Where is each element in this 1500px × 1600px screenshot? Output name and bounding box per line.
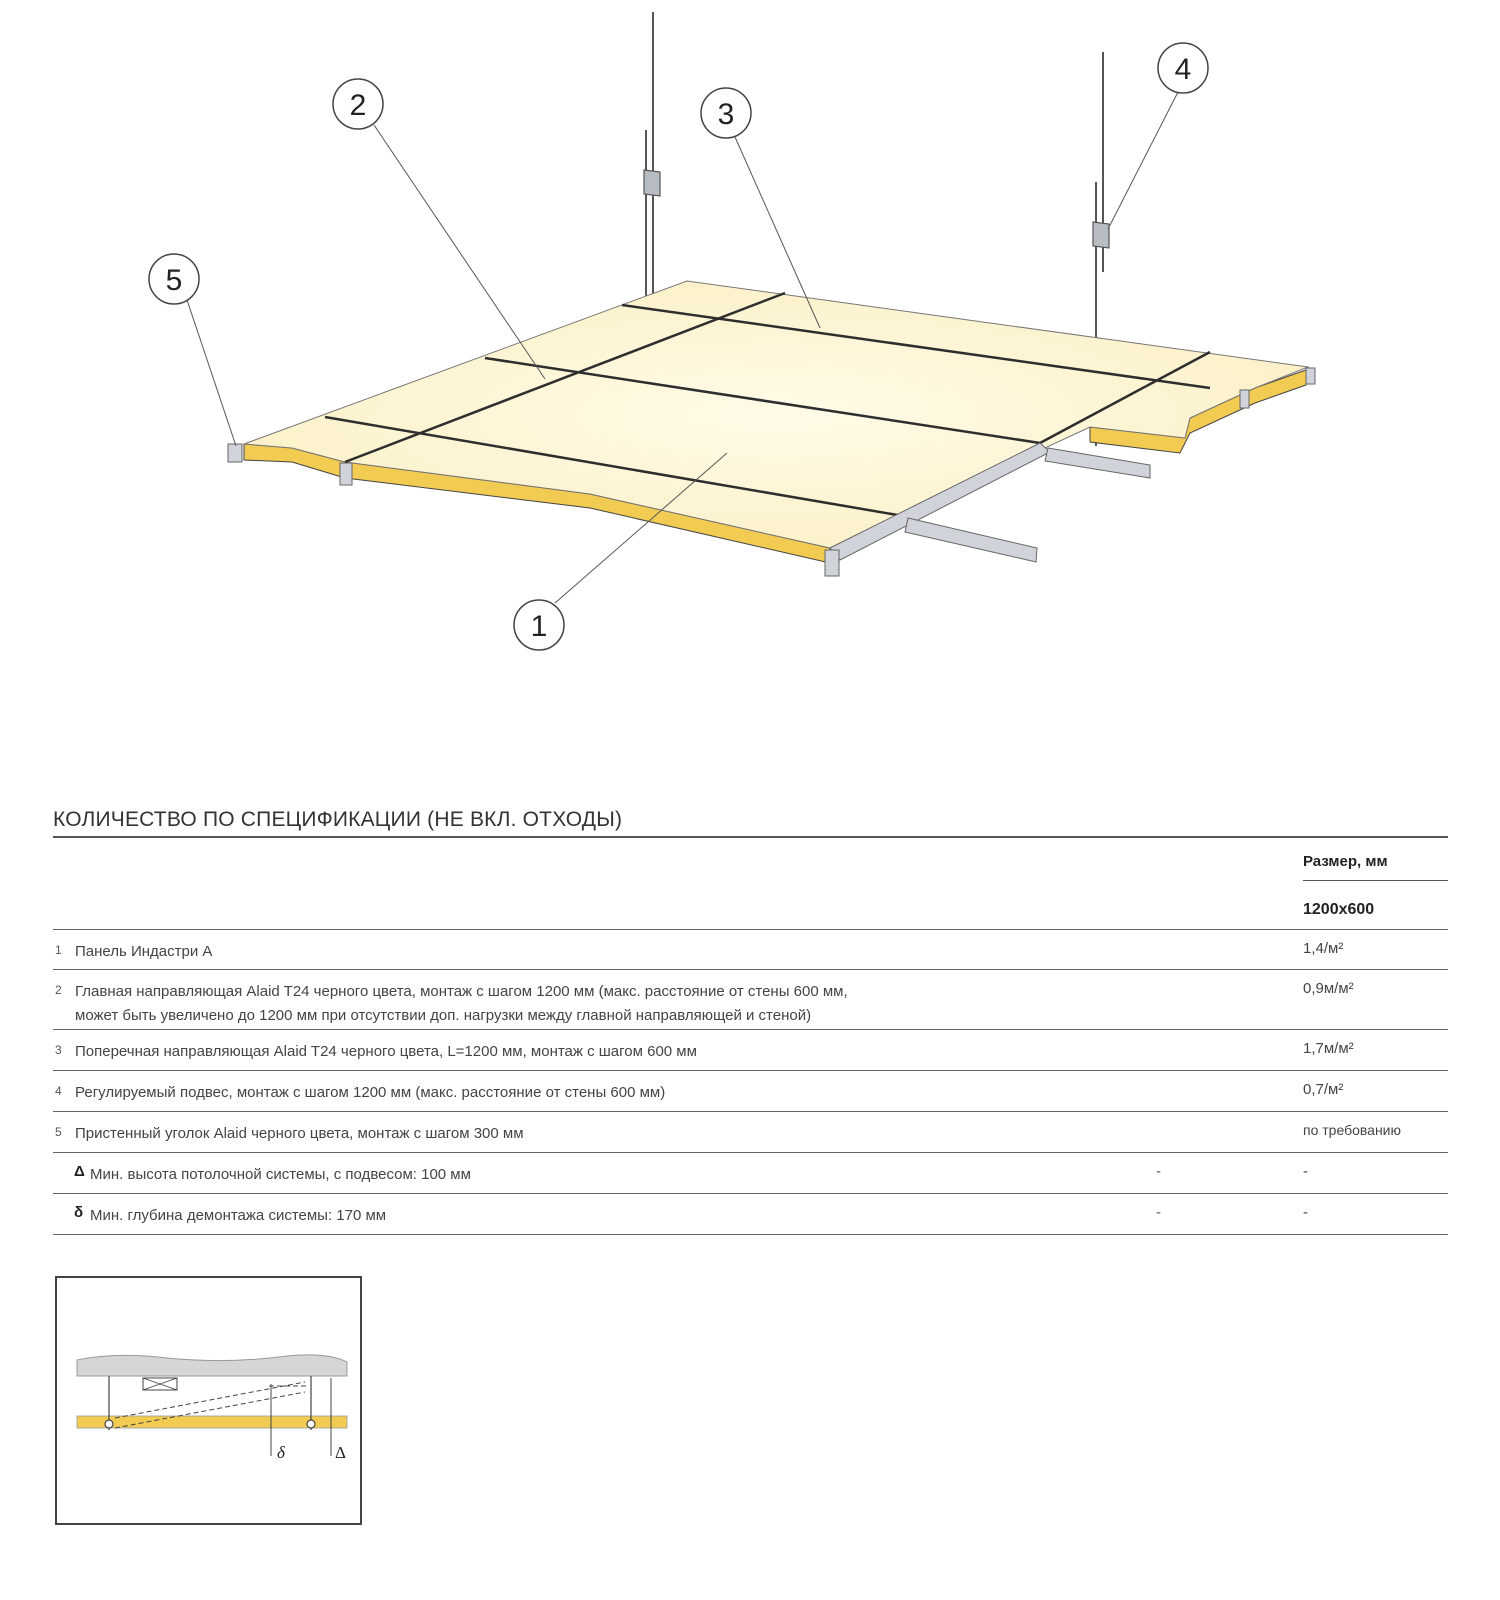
row-value: 1,4/м² [1303,940,1344,957]
callout-4-number: 4 [1174,53,1192,86]
section-detail-box [55,1276,362,1525]
spec-table [53,929,1448,1235]
spec-row-delta [53,1152,1448,1193]
spec-row-5 [53,1111,1448,1152]
spec-title-divider [53,836,1448,838]
row-number: 3 [55,1043,62,1057]
row-description: Панель Индастри А [75,943,213,960]
small-delta-label: δ [277,1443,285,1462]
row-description [75,980,848,1028]
row-description: Регулируемый подвес, монтаж с шагом 1200 мм (макс. расстояние от стены 600 мм) [75,1084,666,1101]
row-description: Мин. глубина демонтажа системы: 170 мм [90,1207,387,1224]
panel-top-surface [244,281,1308,548]
row-symbol: δ [74,1204,84,1221]
row-number: 2 [55,983,62,997]
size-value: 1200x600 [1303,901,1375,918]
spec-row-small-delta [53,1193,1448,1235]
spec-title: КОЛИЧЕСТВО ПО СПЕЦИФИКАЦИИ (НЕ ВКЛ. ОТХОДЫ) [53,808,623,831]
callout-1 [514,600,564,650]
callout-2-number: 2 [349,89,367,122]
row-description-line-2: может быть увеличено до 1200 мм при отсутствии доп. нагрузки между главной направляющей и стеной) [75,1007,812,1024]
callout-3 [701,88,751,138]
row-description-line-1: Главная направляющая Alaid T24 черного цвета, монтаж с шагом 1200 мм (макс. расстояние от стены 600 мм, [75,983,848,1000]
callout-5-number: 5 [165,264,183,297]
spec-row-4 [53,1070,1448,1111]
row-mid-value: - [1156,1163,1161,1180]
concrete-slab [77,1355,347,1376]
row-symbol: Δ [74,1163,85,1180]
row-number: 4 [55,1084,62,1098]
spec-row-2 [53,969,1448,1029]
row-mid-value: - [1156,1204,1161,1221]
row-description: Пристенный уголок Alaid черного цвета, монтаж с шагом 300 мм [75,1125,524,1142]
callout-5 [149,254,199,304]
size-column-header: Размер, мм [1303,853,1388,870]
row-value: 0,7/м² [1303,1081,1344,1098]
row-description: Мин. высота потолочной системы, с подвесом: 100 мм [90,1166,471,1183]
callout-1-number: 1 [530,610,548,643]
spec-row-3 [53,1029,1448,1070]
ceiling-diagram [0,0,1500,700]
callout-2 [333,79,383,129]
row-value: 0,9м/м² [1303,980,1354,997]
callout-4 [1158,43,1208,93]
big-delta-label: Δ [335,1443,346,1462]
row-number: 5 [55,1125,62,1139]
row-number: 1 [55,943,62,957]
section-detail-drawing [57,1278,360,1523]
spec-row-1 [53,929,1448,969]
size-header-divider [1303,880,1448,881]
callout-3-number: 3 [717,98,735,131]
row-description: Поперечная направляющая Alaid T24 черного цвета, L=1200 мм, монтаж с шагом 600 мм [75,1043,697,1060]
row-value: 1,7м/м² [1303,1040,1354,1057]
row-value: по требованию [1303,1122,1402,1138]
row-value: - [1303,1163,1308,1180]
row-value: - [1303,1204,1308,1221]
hanger-clips [644,170,1109,248]
